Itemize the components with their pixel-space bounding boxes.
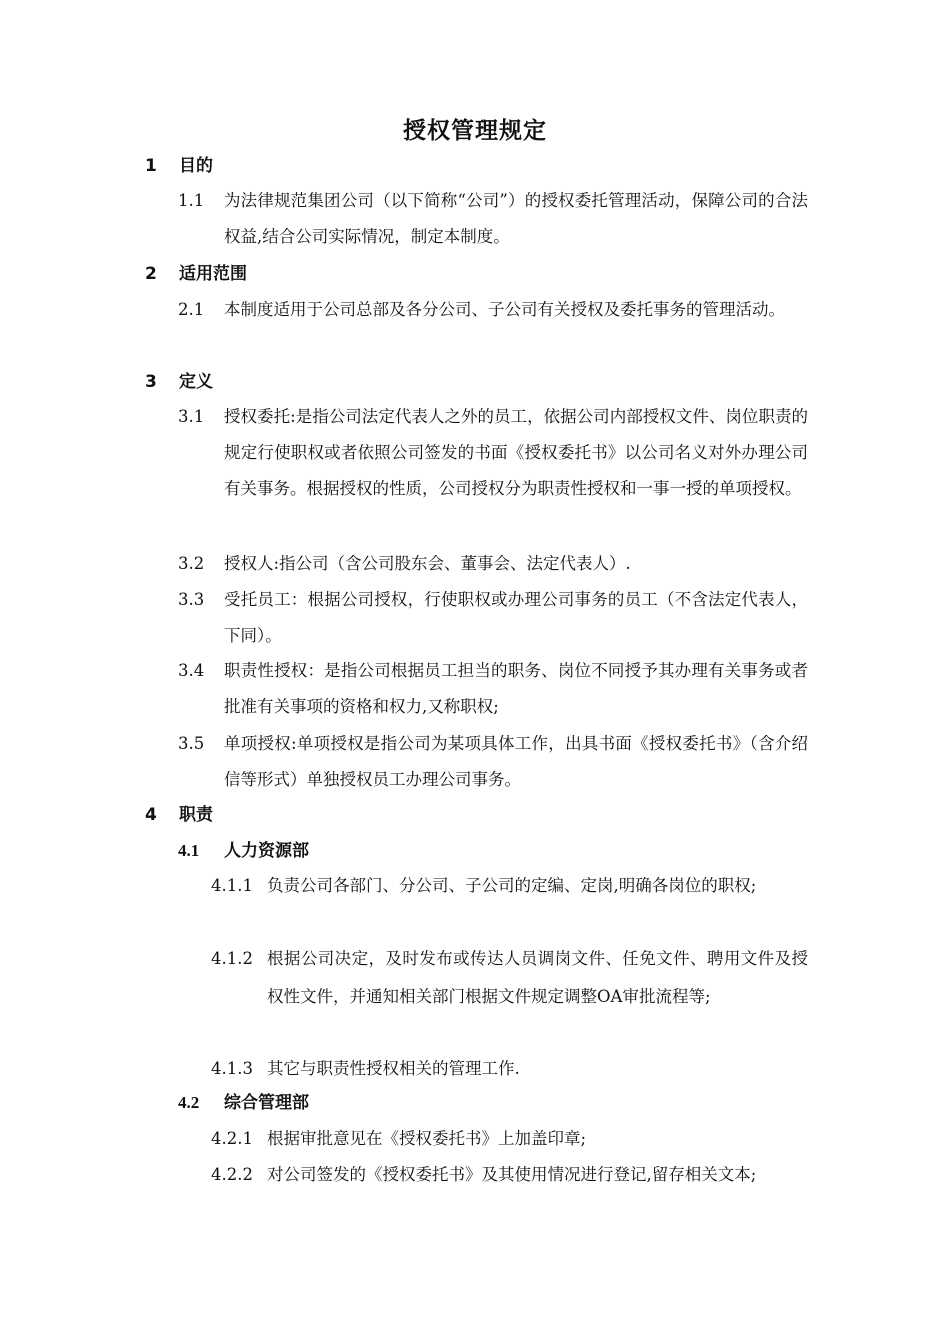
section-title: 目的 (179, 156, 213, 176)
subsection-title: 人力资源部 (224, 841, 309, 861)
clause-text: 对公司签发的《授权委托书》及其使用情况进行登记,留存相关文本; (267, 1165, 757, 1184)
section-number: 1 (145, 156, 157, 176)
section-3-heading (145, 367, 213, 397)
subsection-title: 综合管理部 (224, 1093, 309, 1113)
clause-number: 4.1.2 (211, 949, 253, 968)
clause-number: 4.2.1 (211, 1129, 253, 1148)
clause-number: 3.3 (178, 590, 205, 609)
clause-number: 4.1.1 (211, 876, 253, 895)
clause-text: 授权人:指公司（含公司股东会、董事会、法定代表人）. (224, 554, 631, 573)
clause-3-4 (178, 653, 808, 725)
clause-text: 职责性授权：是指公司根据员工担当的职务、岗位不同授予其办理有关事务或者批准有关事项的资格和权力,又称职权; (224, 661, 808, 716)
clause-4-2-2 (211, 1156, 808, 1194)
clause-text: 授权委托:是指公司法定代表人之外的员工，依据公司内部授权文件、岗位职责的规定行使职权或者依照公司签发的书面《授权委托书》以公司名义对外办理公司有关事务。根据授权的性质，公司授权分为职责性授权和一事一授的单项授权。 (224, 407, 808, 498)
clause-3-2 (178, 546, 808, 582)
subsection-number: 4.2 (178, 1093, 200, 1112)
clause-number: 4.1.3 (211, 1059, 253, 1078)
clause-4-1-2 (211, 940, 808, 1016)
section-4-heading (145, 800, 213, 830)
section-number: 3 (145, 372, 157, 392)
clause-number: 3.1 (178, 407, 205, 426)
subsection-4-1-heading (178, 836, 309, 866)
clause-2-1 (178, 292, 808, 328)
clause-number: 4.2.2 (211, 1165, 253, 1184)
section-1-heading (145, 151, 213, 181)
clause-number: 1.1 (178, 191, 205, 210)
section-number: 4 (145, 805, 157, 825)
clause-number: 3.2 (178, 554, 205, 573)
clause-text: 其它与职责性授权相关的管理工作. (267, 1059, 520, 1078)
clause-text: 为法律规范集团公司（以下简称“公司”）的授权委托管理活动，保障公司的合法权益,结合公司实际情况，制定本制度。 (224, 191, 808, 246)
clause-number: 3.5 (178, 734, 205, 753)
section-2-heading (145, 259, 247, 289)
clause-text: 根据公司决定，及时发布或传达人员调岗文件、任免文件、聘用文件及授权性文件，并通知相关部门根据文件规定调整OA审批流程等; (267, 949, 808, 1006)
clause-text: 受托员工：根据公司授权，行使职权或办理公司事务的员工（不含法定代表人，下同）。 (224, 590, 808, 645)
section-number: 2 (145, 264, 157, 284)
clause-4-1-3 (211, 1050, 808, 1088)
clause-text: 负责公司各部门、分公司、子公司的定编、定岗,明确各岗位的职权; (267, 876, 757, 895)
section-title: 定义 (179, 372, 213, 392)
clause-number: 3.4 (178, 661, 205, 680)
clause-text: 根据审批意见在《授权委托书》上加盖印章; (267, 1129, 587, 1148)
document-title: 授权管理规定 (403, 118, 547, 144)
subsection-number: 4.1 (178, 841, 200, 860)
clause-3-3 (178, 582, 808, 654)
clause-1-1 (178, 183, 808, 255)
clause-text: 单项授权:单项授权是指公司为某项具体工作，出具书面《授权委托书》（含介绍信等形式）单独授权员工办理公司事务。 (224, 734, 808, 789)
clause-text: 本制度适用于公司总部及各分公司、子公司有关授权及委托事务的管理活动。 (224, 300, 785, 319)
clause-3-5 (178, 726, 808, 798)
clause-3-1 (178, 399, 808, 507)
clause-4-1-1 (211, 867, 808, 905)
section-title: 适用范围 (179, 264, 247, 284)
clause-4-2-1 (211, 1120, 808, 1158)
clause-number: 2.1 (178, 300, 205, 319)
section-title: 职责 (179, 805, 213, 825)
subsection-4-2-heading (178, 1088, 309, 1118)
